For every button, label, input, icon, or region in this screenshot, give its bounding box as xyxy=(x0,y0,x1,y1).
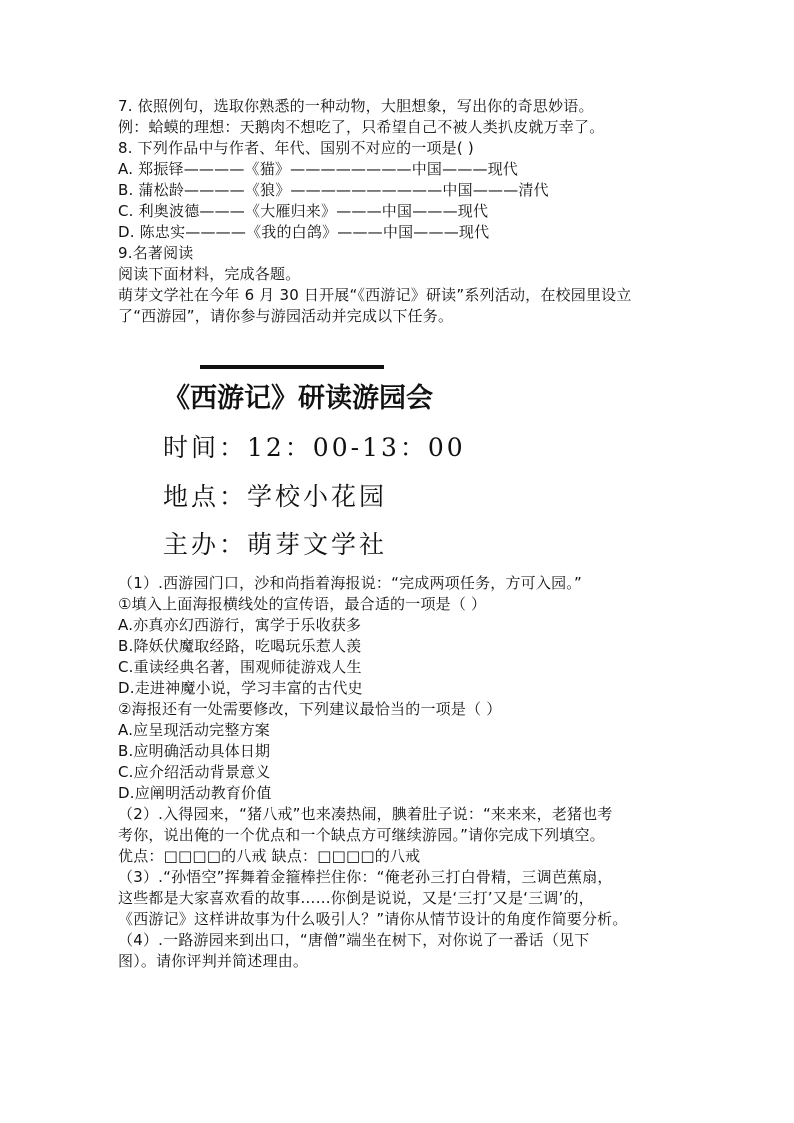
part-2-option-b: B.应明确活动具体日期 xyxy=(118,742,271,760)
part-2-option-d: D.应阐明活动教育价值 xyxy=(118,784,272,802)
question-9-heading: 9.名著阅读 xyxy=(118,244,194,262)
question-7-example: 例：蛤蟆的理想：天鹅肉不想吃了，只希望自己不被人类扒皮就万幸了。 xyxy=(118,118,605,136)
part-1-option-c: C.重读经典名著，围观师徒游戏人生 xyxy=(118,658,362,676)
question-7-prompt: 7. 依照例句，选取你熟悉的一种动物，大胆想象，写出你的奇思妙语。 xyxy=(118,97,594,115)
part-2-option-a: A.应呈现活动完整方案 xyxy=(118,721,270,739)
sub-question-3-line: 这些都是大家喜欢看的故事……你倒是说说，又是‘三打’又是‘三调’的， xyxy=(118,889,594,907)
sub-question-4-line: 图）。请你评判并简述理由。 xyxy=(118,952,309,970)
sub-question-1-part-2: ②海报还有一处需要修改，下列建议最恰当的一项是（ ） xyxy=(118,700,502,718)
sub-question-2-line: （2）.入得园来，“猪八戒”也来凑热闹，腆着肚子说：“来来来，老猪也考 xyxy=(118,805,613,823)
poster-host: 主办：萌芽文学社 xyxy=(163,530,388,559)
sub-question-3-line: 《西游记》这样讲故事为什么吸引人？”请你从情节设计的角度作简要分析。 xyxy=(118,910,628,928)
sub-question-1-part-1: ①填入上面海报横线处的宣传语，最合适的一项是（ ） xyxy=(118,595,487,613)
material-paragraph-line: 萌芽文学社在今年 6 月 30 日开展“《西游记》研读”系列活动，在校园里设立 xyxy=(118,286,632,304)
fill-in-blank-line: 优点：□□□□的八戒 缺点：□□□□的八戒 xyxy=(118,847,421,865)
sub-question-4-line: （4）.一路游园来到出口，“唐僧”端坐在树下，对你说了一番话（见下 xyxy=(118,931,590,949)
part-1-option-b: B.降妖伏魔取经路，吃喝玩乐惹人羡 xyxy=(118,637,362,655)
sub-question-3-line: （3）.“孙悟空”挥舞着金箍棒拦住你：“俺老孙三打白骨精，三调芭蕉扇， xyxy=(118,868,613,886)
sub-question-2-line: 考你，说出俺的一个优点和一个缺点方可继续游园。”请你完成下列填空。 xyxy=(118,826,605,844)
poster-title: 《西游记》研读游园会 xyxy=(163,383,433,414)
part-1-option-d: D.走进神魔小说，学习丰富的古代史 xyxy=(118,679,363,697)
part-1-option-a: A.亦真亦幻西游行，寓学于乐收获多 xyxy=(118,616,362,634)
material-paragraph-line: 了“西游园”，请你参与游园活动并完成以下任务。 xyxy=(118,307,454,325)
question-8-prompt: 8. 下列作品中与作者、年代、国别不对应的一项是( ) xyxy=(118,139,474,157)
poster-place: 地点：学校小花园 xyxy=(163,482,388,511)
question-8-option-c: C. 利奥波德———《大雁归来》———中国———现代 xyxy=(118,202,489,220)
poster-time: 时间：12：00-13：00 xyxy=(163,433,466,462)
sub-question-1-intro: （1）.西游园门口，沙和尚指着海报说：“完成两项任务，方可入园。” xyxy=(118,574,582,592)
question-8-option-b: B. 蒲松龄————《狼》——————————中国———清代 xyxy=(118,181,549,199)
question-8-option-d: D. 陈忠实————《我的白鸽》———中国———现代 xyxy=(118,223,490,241)
part-2-option-c: C.应介绍活动背景意义 xyxy=(118,763,271,781)
question-8-option-a: A. 郑振铎————《猫》————————中国———现代 xyxy=(118,160,519,178)
reading-instruction: 阅读下面材料，完成各题。 xyxy=(118,265,301,283)
poster-blank-line xyxy=(200,365,384,369)
